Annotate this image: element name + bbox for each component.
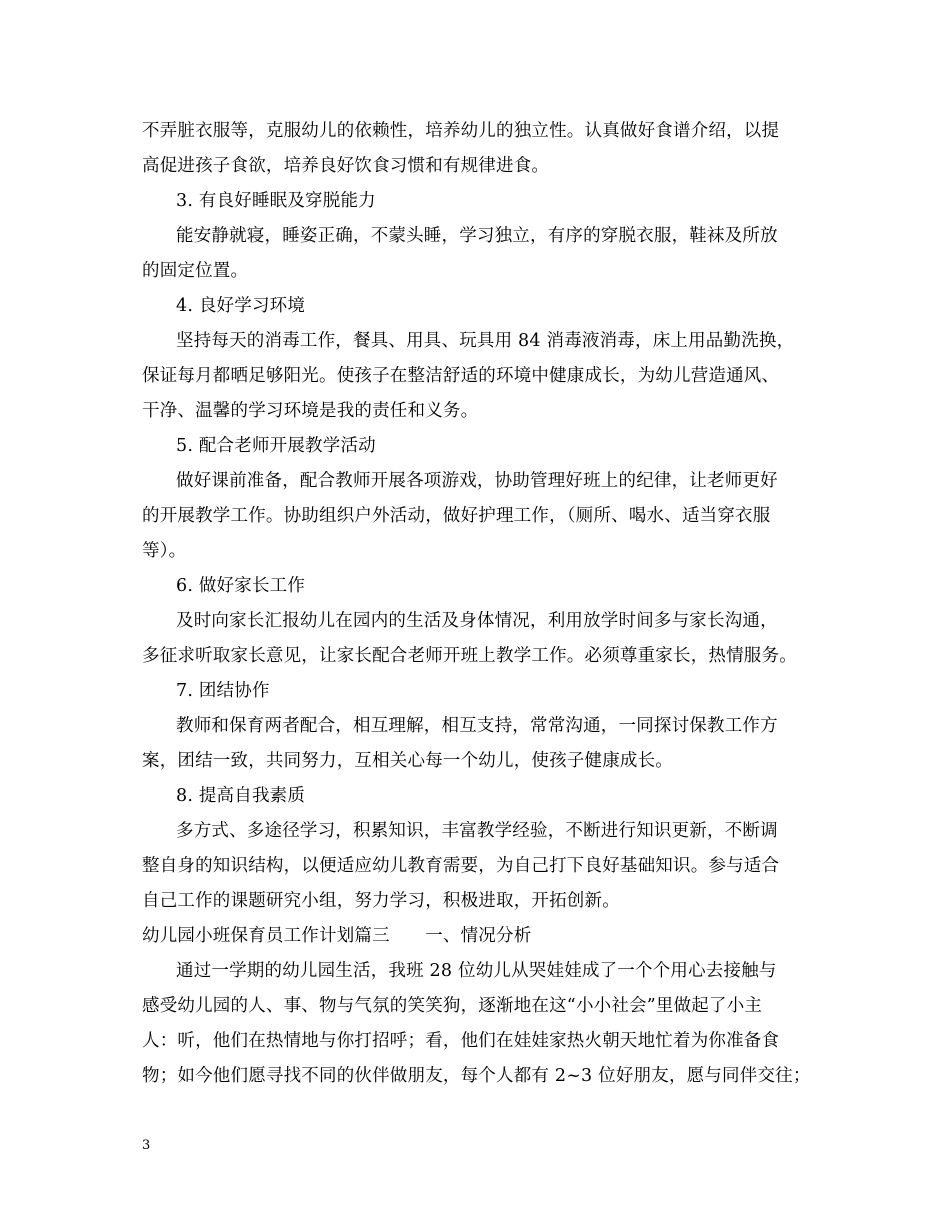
paragraph-line: 做好课前准备，配合教师开展各项游戏，协助管理好班上的纪律，让老师更好 [176, 471, 778, 491]
paragraph-line: 不弄脏衣服等，克服幼儿的依赖性，培养幼儿的独立性。认真做好食谱介绍，以提 [142, 121, 780, 141]
article-title-line: 幼儿园小班保育员工作计划篇三 一、情况分析 [142, 926, 532, 946]
section-heading: 8. 提高自我素质 [176, 786, 306, 806]
section-heading: 6. 做好家长工作 [176, 576, 306, 596]
section-heading: 3. 有良好睡眠及穿脱能力 [176, 191, 376, 211]
paragraph-line: 干净、温馨的学习环境是我的责任和义务。 [142, 401, 479, 421]
paragraph-line: 物；如今他们愿寻找不同的伙伴做朋友，每个人都有 2~3 位好朋友，愿与同伴交往； [142, 1066, 811, 1086]
section-heading: 5. 配合老师开展教学活动 [176, 436, 376, 456]
paragraph-line: 及时向家长汇报幼儿在园内的生活及身体情况，利用放学时间多与家长沟通， [176, 611, 778, 631]
paragraph-line: 教师和保育两者配合，相互理解，相互支持，常常沟通，一同探讨保教工作方 [176, 716, 778, 736]
paragraph-line: 感受幼儿园的人、事、物与气氛的笑笑狗，逐渐地在这“小小社会”里做起了小主 [142, 996, 763, 1016]
paragraph-line: 能安静就寝，睡姿正确，不蒙头睡，学习独立，有序的穿脱衣服，鞋袜及所放 [176, 226, 778, 246]
paragraph-line: 保证每月都晒足够阳光。使孩子在整洁舒适的环境中健康成长，为幼儿营造通风、 [142, 366, 780, 386]
paragraph-line: 的开展教学工作。协助组织户外活动，做好护理工作，（厕所、喝水、适当穿衣服 [142, 506, 771, 526]
paragraph-line: 的固定位置。 [142, 261, 249, 281]
paragraph-line: 坚持每天的消毒工作，餐具、用具、玩具用 84 消毒液消毒，床上用品勤洗换， [176, 331, 795, 351]
paragraph-line: 人：听，他们在热情地与你打招呼；看，他们在娃娃家热火朝天地忙着为你准备食 [142, 1031, 780, 1051]
section-heading: 7. 团结协作 [176, 681, 270, 701]
section-heading: 4. 良好学习环境 [176, 296, 306, 316]
paragraph-line: 整自身的知识结构，以便适应幼儿教育需要，为自己打下良好基础知识。参与适合 [142, 856, 780, 876]
page-number: 3 [142, 1138, 151, 1153]
paragraph-line: 多征求听取家长意见，让家长配合老师开班上教学工作。必须尊重家长，热情服务。 [142, 646, 797, 666]
paragraph-line: 高促进孩子食欲，培养良好饮食习惯和有规律进食。 [142, 156, 550, 176]
paragraph-line: 等）。 [142, 541, 187, 561]
paragraph-line: 通过一学期的幼儿园生活，我班 28 位幼儿从哭娃娃成了一个个用心去接触与 [176, 961, 777, 981]
paragraph-line: 案，团结一致，共同努力，互相关心每一个幼儿，使孩子健康成长。 [142, 751, 673, 771]
paragraph-line: 自己工作的课题研究小组，努力学习，积极进取，开拓创新。 [142, 891, 620, 911]
paragraph-line: 多方式、多途径学习，积累知识，丰富教学经验，不断进行知识更新，不断调 [176, 821, 778, 841]
